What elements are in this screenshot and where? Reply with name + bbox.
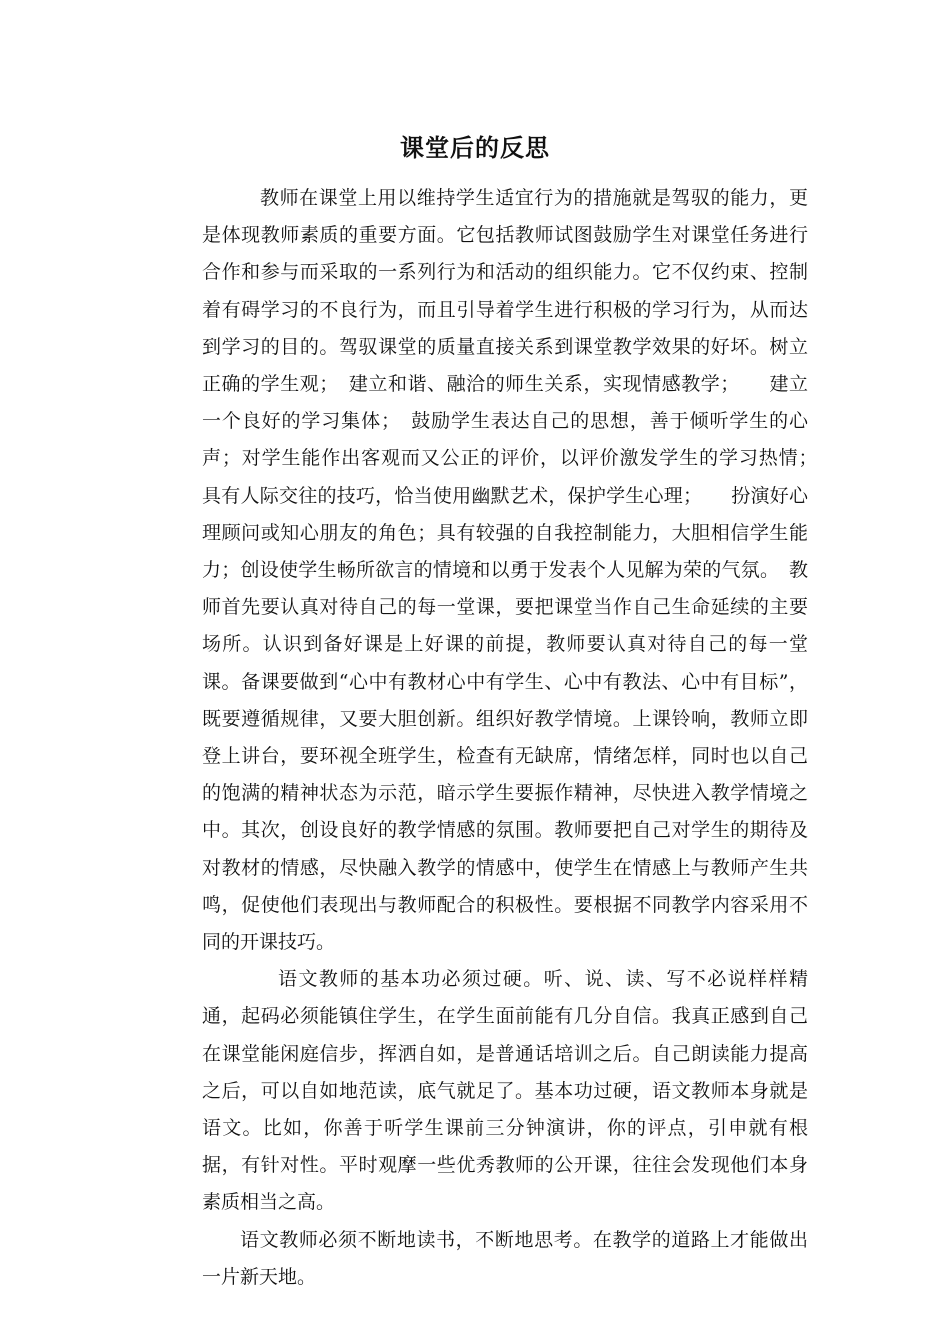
document-body [202, 180, 847, 1296]
paragraph-2: 语文教师的基本功必须过硬。听、说、读、写不必说样样精通，起码必须能镇住学生，在学生面前能有几分自信。我真正感到自己在课堂能闲庭信步，挥洒自如，是普通话培训之后。自己朗读能力提高之后，可以自如地范读，底气就足了。基本功过硬，语文教师本身就是语文。比如，你善于听学生课前三分钟演讲，你的评点，引申就有根据，有针对性。平时观摩一些优秀教师的公开课，往往会发现他们本身素质相当之高。 [202, 968, 808, 1214]
paragraph-3: 语文教师必须不断地读书，不断地思考。在教学的道路上才能做出一片新天地。 [202, 1228, 808, 1288]
document-title: 课堂后的反思 [400, 134, 550, 162]
paragraph-1: 教师在课堂上用以维持学生适宜行为的措施就是驾驭的能力，更是体现教师素质的重要方面。它包括教师试图鼓励学生对课堂任务进行合作和参与而采取的一系列行为和活动的组织能力。它不仅约束、控制着有碍学习的不良行为，而且引导着学生进行积极的学习行为，从而达到学习的目的。驾驭课堂的质量直接关系到课堂教学效果的好坏。树立正确的学生观； 建立和谐、融洽的师生关系，实现情感教学； 建立一个良好的学习集体； 鼓励学生表达自己的思想，善于倾听学生的心声；对学生能作出客观而又公正的评价，以评价激发学生的学习热情； 具有人际交往的技巧，恰当使用幽默艺术，保护学生心理； 扮演好心理顾问或知心朋友的角色；具有较强的自我控制能力，大胆相信学生能力；创设使学生畅所欲言的情境和以勇于发表个人见解为荣的气氛。 教师首先要认真对待自己的每一堂课，要把课堂当作自己生命延续的主要场所。认识到备好课是上好课的前提，教师要认真对待自己的每一堂课。备课要做到“心中有教材心中有学生、心中有教法、心中有目标”，既要遵循规律，又要大胆创新。组织好教学情境。上课铃响，教师立即登上讲台，要环视全班学生，检查有无缺席，情绪怎样，同时也以自己的饱满的精神状态为示范，暗示学生要振作精神，尽快进入教学情境之中。其次，创设良好的教学情感的氛围。教师要把自己对学生的期待及对教材的情感，尽快融入教学的情感中，使学生在情感上与教师产生共鸣，促使他们表现出与教师配合的积极性。要根据不同教学内容采用不同的开课技巧。 [202, 187, 847, 954]
